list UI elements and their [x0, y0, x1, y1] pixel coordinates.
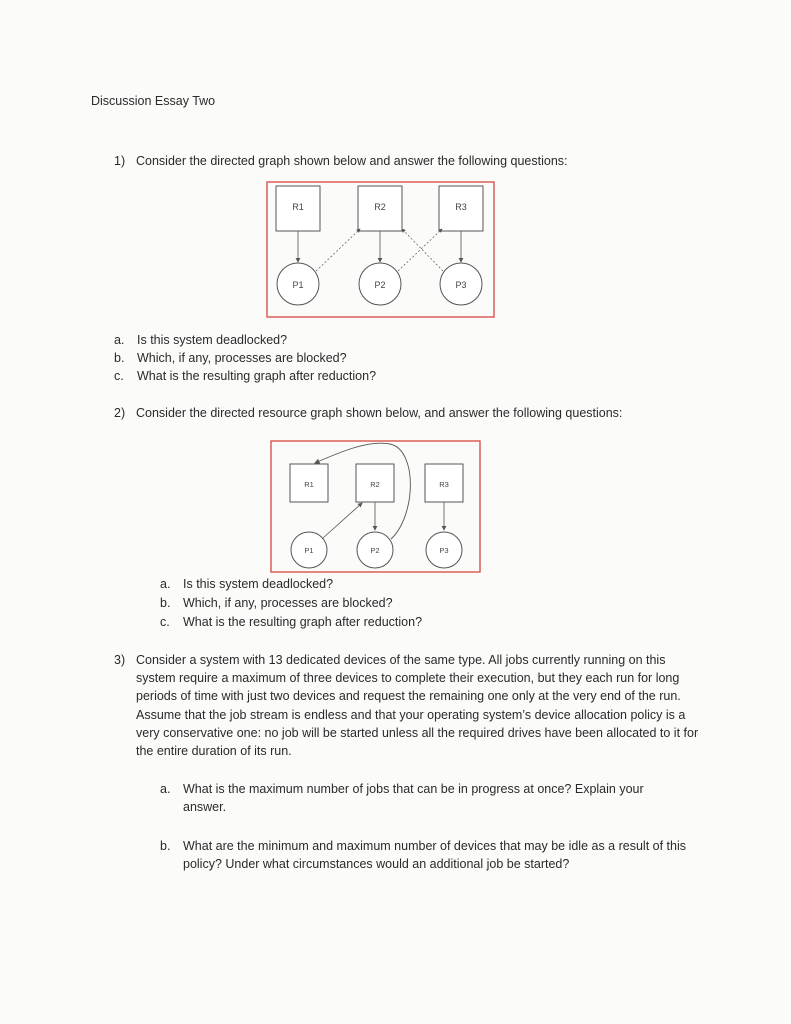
question-3-text: Consider a system with 13 dedicated devices of the same type. All jobs currently running on this system require a maximum of three devices to complete their execution, but they each run for long periods of time with just two devices and request the remaining one only at the very end of the run. Assume that the job stream is endless and that your operating system’s device allocation policy is a very conservative one: no job will be started unless all the required drives have been allocated to it for the entire duration of its run.: [136, 653, 699, 759]
question-number: 2): [114, 406, 126, 420]
item-label: a.: [160, 577, 171, 591]
item-text: Which, if any, processes are blocked?: [137, 351, 347, 365]
process-label-p2: P2: [370, 546, 380, 555]
item-label: b.: [114, 351, 125, 365]
resource-graph-1: [266, 181, 496, 319]
question-2-item-c: [160, 613, 560, 631]
item-text: What is the resulting graph after reduction?: [183, 615, 423, 629]
resource-label-r3: R3: [455, 202, 467, 212]
question-number: 1): [114, 154, 126, 168]
item-text: Is this system deadlocked?: [137, 333, 288, 347]
question-1-item-c: [114, 367, 514, 385]
item-text: What is the resulting graph after reduction?: [137, 369, 377, 383]
question-1-item-b: [114, 349, 514, 367]
process-label-p1: P1: [304, 546, 314, 555]
item-text: What are the minimum and maximum number of devices that may be idle as a result of this policy? Under what circumstances would an additional job be started?: [183, 839, 686, 872]
resource-label-r1: R1: [292, 202, 304, 212]
question-2: [114, 404, 734, 422]
document-title: Discussion Essay Two: [91, 94, 216, 108]
process-label-p2: P2: [374, 280, 386, 290]
question-number: 3): [114, 653, 126, 667]
edge-p1-r2: [316, 229, 360, 271]
question-text: Consider the directed graph shown below and answer the following questions:: [136, 154, 568, 168]
item-label: b.: [160, 596, 171, 610]
edge-p1-r2: [323, 503, 362, 538]
resource-label-r2: R2: [370, 480, 380, 489]
resource-label-r1: R1: [304, 480, 314, 489]
process-label-p3: P3: [439, 546, 449, 555]
question-1: [114, 152, 714, 170]
question-3-item-a: [160, 780, 690, 820]
question-1-item-a: [114, 331, 514, 349]
question-2-item-a: [160, 575, 560, 593]
question-3-item-b: [160, 837, 700, 877]
edge-p3-r2: [402, 229, 443, 271]
resource-label-r2: R2: [374, 202, 386, 212]
item-text: What is the maximum number of jobs that can be in progress at once? Explain your answer.: [183, 782, 644, 815]
item-label: c.: [114, 369, 124, 383]
question-2-item-b: [160, 594, 560, 612]
question-3-number-wrap: [114, 651, 134, 669]
item-text: Which, if any, processes are blocked?: [183, 596, 393, 610]
question-text: Consider the directed resource graph shown below, and answer the following questions:: [136, 406, 623, 420]
item-label: c.: [160, 615, 170, 629]
edge-p2-r3: [398, 229, 442, 271]
resource-graph-2: [270, 440, 482, 574]
process-label-p3: P3: [455, 280, 467, 290]
item-label: a.: [160, 782, 171, 796]
item-label: b.: [160, 839, 171, 853]
resource-label-r3: R3: [439, 480, 449, 489]
process-label-p1: P1: [292, 280, 304, 290]
item-label: a.: [114, 333, 125, 347]
item-text: Is this system deadlocked?: [183, 577, 334, 591]
